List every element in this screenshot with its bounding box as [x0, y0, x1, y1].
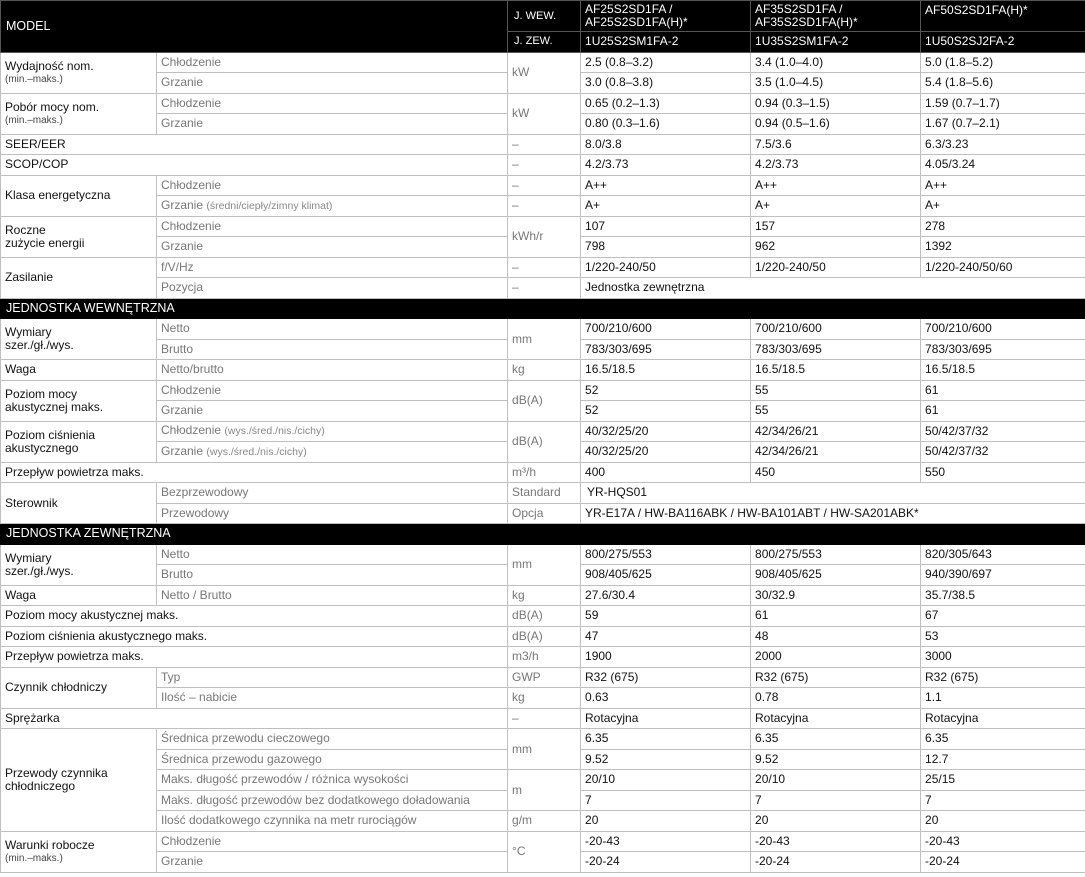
value-cell: 278 — [921, 216, 1085, 237]
value-cell: 700/210/600 — [751, 319, 921, 340]
section-header-row — [1, 524, 1085, 545]
value-cell: 9.52 — [751, 749, 921, 770]
indoor-unit-label: J. WEW. — [508, 1, 581, 32]
row-sub-label: f/V/Hz — [157, 257, 508, 278]
value-cell: 6.3/3.23 — [921, 134, 1085, 155]
indoor-model-2: AF35S2SD1FA / AF35S2SD1FA(H)* — [751, 1, 921, 32]
unit-cell: mm — [508, 729, 581, 770]
row-sub-label: Ilość dodatkowego czynnika na metr rurociągów — [157, 811, 508, 832]
value-cell: 55 — [751, 380, 921, 401]
value-cell: 820/305/643 — [921, 544, 1085, 565]
value-cell: 908/405/625 — [751, 565, 921, 586]
row-sub-label: Bezprzewodowy — [157, 483, 508, 504]
unit-cell: dB(A) — [508, 421, 581, 462]
row-sub-label: Grzanie (wys./śred./nis./cichy) — [157, 442, 508, 463]
row-sub-label: Netto/brutto — [157, 360, 508, 381]
value-cell: 27.6/30.4 — [581, 585, 751, 606]
value-cell: 962 — [751, 237, 921, 258]
row-group-label: Zasilanie — [1, 257, 157, 298]
table-row — [1, 380, 1085, 401]
value-cell: 61 — [751, 606, 921, 627]
value-cell: 0.80 (0.3–1.6) — [581, 114, 751, 135]
value-cell: 783/303/695 — [581, 339, 751, 360]
value-cell: 1.59 (0.7–1.7) — [921, 93, 1085, 114]
value-cell: 5.0 (1.8–5.2) — [921, 52, 1085, 73]
unit-cell: dB(A) — [508, 380, 581, 421]
table-row — [1, 831, 1085, 852]
unit-cell: °C — [508, 831, 581, 872]
table-row — [1, 667, 1085, 688]
value-cell: -20-24 — [581, 852, 751, 873]
value-cell: 798 — [581, 237, 751, 258]
table-row — [1, 134, 1085, 155]
value-cell: 40/32/25/20 — [581, 421, 751, 442]
value-cell: 42/34/26/21 — [751, 442, 921, 463]
outdoor-model-2: 1U35S2SM1FA-2 — [751, 32, 921, 53]
value-cell: 1/220-240/50/60 — [921, 257, 1085, 278]
row-group-label: Pobór mocy nom. (min.–maks.) — [1, 93, 157, 134]
indoor-model-3: AF50S2SD1FA(H)* — [921, 1, 1085, 32]
row-sub-label: Grzanie — [157, 114, 508, 135]
value-cell: A+ — [751, 196, 921, 217]
table-row — [1, 811, 1085, 832]
value-cell: YR-HQS01 — [581, 483, 1085, 504]
value-cell: 6.35 — [581, 729, 751, 750]
unit-cell: GWP — [508, 667, 581, 688]
row-label: Poziom mocy akustycznej maks. — [1, 606, 508, 627]
row-sub-label: Chłodzenie — [157, 380, 508, 401]
value-cell: 4.2/3.73 — [751, 155, 921, 176]
value-cell: -20-24 — [751, 852, 921, 873]
value-cell: 6.35 — [751, 729, 921, 750]
table-row — [1, 196, 1085, 217]
unit-cell: kg — [508, 585, 581, 606]
table-row — [1, 52, 1085, 73]
value-cell: Rotacyjna — [581, 708, 751, 729]
unit-cell: – — [508, 708, 581, 729]
unit-cell: – — [508, 134, 581, 155]
value-cell: 783/303/695 — [921, 339, 1085, 360]
row-label: Poziom ciśnienia akustycznego maks. — [1, 626, 508, 647]
value-cell: A+ — [921, 196, 1085, 217]
value-cell: 55 — [751, 401, 921, 422]
row-sub-label: Maks. długość przewodów / różnica wysokości — [157, 770, 508, 791]
value-cell: 5.4 (1.8–5.6) — [921, 73, 1085, 94]
row-group-label: Sterownik — [1, 483, 157, 524]
section-header-outdoor: JEDNOSTKA ZEWNĘTRZNA — [1, 524, 1085, 545]
outdoor-model-1: 1U25S2SM1FA-2 — [581, 32, 751, 53]
value-cell: 783/303/695 — [751, 339, 921, 360]
value-cell: 16.5/18.5 — [751, 360, 921, 381]
unit-cell: – — [508, 257, 581, 278]
outdoor-unit-label: J. ZEW. — [508, 32, 581, 53]
table-row — [1, 688, 1085, 709]
value-cell: 550 — [921, 462, 1085, 483]
table-row — [1, 319, 1085, 340]
value-cell: 47 — [581, 626, 751, 647]
row-group-label: Klasa energetyczna — [1, 175, 157, 216]
unit-cell: – — [508, 278, 581, 299]
value-cell: 1/220-240/50 — [751, 257, 921, 278]
value-cell: 20/10 — [751, 770, 921, 791]
value-cell: 48 — [751, 626, 921, 647]
row-sub-label: Grzanie — [157, 73, 508, 94]
value-cell: Rotacyjna — [751, 708, 921, 729]
value-cell: 908/405/625 — [581, 565, 751, 586]
row-group-label: Wymiary szer./gł./wys. — [1, 319, 157, 360]
row-sub-label: Chłodzenie (wys./śred./nis./cichy) — [157, 421, 508, 442]
value-cell: A++ — [581, 175, 751, 196]
unit-cell: – — [508, 175, 581, 196]
row-sub-label: Chłodzenie — [157, 216, 508, 237]
row-sub-label: Grzanie — [157, 237, 508, 258]
value-cell: 1.1 — [921, 688, 1085, 709]
row-group-label: Roczne zużycie energii — [1, 216, 157, 257]
row-sub-label: Grzanie — [157, 852, 508, 873]
row-label: SEER/EER — [1, 134, 508, 155]
value-cell: 0.63 — [581, 688, 751, 709]
row-group-label: Poziom mocy akustycznej maks. — [1, 380, 157, 421]
table-row — [1, 585, 1085, 606]
row-group-label: Wydajność nom. (min.–maks.) — [1, 52, 157, 93]
row-group-label: Wymiary szer./gł./wys. — [1, 544, 157, 585]
row-sub-label: Przewodowy — [157, 503, 508, 524]
value-cell: 0.78 — [751, 688, 921, 709]
table-row — [1, 483, 1085, 504]
value-cell: 20 — [751, 811, 921, 832]
value-cell: A++ — [751, 175, 921, 196]
value-cell: Jednostka zewnętrzna — [581, 278, 1085, 299]
value-cell: 450 — [751, 462, 921, 483]
table-row — [1, 155, 1085, 176]
unit-cell: Opcja — [508, 503, 581, 524]
row-group-label: Warunki robocze (min.–maks.) — [1, 831, 157, 872]
value-cell: 59 — [581, 606, 751, 627]
value-cell: 6.35 — [921, 729, 1085, 750]
value-cell: 1900 — [581, 647, 751, 668]
table-row — [1, 462, 1085, 483]
model-header: MODEL — [1, 1, 508, 53]
section-header-indoor: JEDNOSTKA WEWNĘTRZNA — [1, 298, 1085, 319]
value-cell: 67 — [921, 606, 1085, 627]
value-cell: 16.5/18.5 — [581, 360, 751, 381]
value-cell: 700/210/600 — [581, 319, 751, 340]
value-cell: YR-E17A / HW-BA116ABK / HW-BA101ABT / HW-SA201ABK* — [581, 503, 1085, 524]
row-sub-label: Typ — [157, 667, 508, 688]
table-row — [1, 770, 1085, 791]
row-sub-label: Chłodzenie — [157, 93, 508, 114]
row-sub-label: Netto — [157, 319, 508, 340]
value-cell: 7.5/3.6 — [751, 134, 921, 155]
unit-cell: m3/h — [508, 647, 581, 668]
value-cell: 12.7 — [921, 749, 1085, 770]
row-sub-label: Netto — [157, 544, 508, 565]
row-sub-label: Maks. długość przewodów bez dodatkowego doładowania — [157, 790, 508, 811]
value-cell: 7 — [751, 790, 921, 811]
value-cell: 40/32/25/20 — [581, 442, 751, 463]
value-cell: Rotacyjna — [921, 708, 1085, 729]
value-cell: 7 — [921, 790, 1085, 811]
value-cell: 20 — [921, 811, 1085, 832]
value-cell: 35.7/38.5 — [921, 585, 1085, 606]
unit-cell: dB(A) — [508, 626, 581, 647]
row-label: Waga — [1, 585, 157, 606]
value-cell: 0.65 (0.2–1.3) — [581, 93, 751, 114]
table-row — [1, 647, 1085, 668]
row-group-label: Czynnik chłodniczy — [1, 667, 157, 708]
value-cell: 800/275/553 — [751, 544, 921, 565]
section-header-row — [1, 298, 1085, 319]
value-cell: 3.0 (0.8–3.8) — [581, 73, 751, 94]
value-cell: 61 — [921, 401, 1085, 422]
value-cell: 3000 — [921, 647, 1085, 668]
unit-cell: kW — [508, 52, 581, 93]
row-sub-label: Grzanie (średni/ciepły/zimny klimat) — [157, 196, 508, 217]
value-cell: A++ — [921, 175, 1085, 196]
table-row — [1, 278, 1085, 299]
value-cell: 61 — [921, 380, 1085, 401]
row-sub-label: Chłodzenie — [157, 831, 508, 852]
table-row — [1, 93, 1085, 114]
value-cell: 800/275/553 — [581, 544, 751, 565]
row-label: Przepływ powietrza maks. — [1, 647, 508, 668]
unit-cell: dB(A) — [508, 606, 581, 627]
table-row — [1, 544, 1085, 565]
row-sub-label: Netto / Brutto — [157, 585, 508, 606]
row-label: Waga — [1, 360, 157, 381]
table-row — [1, 360, 1085, 381]
value-cell: R32 (675) — [581, 667, 751, 688]
value-cell: 4.05/3.24 — [921, 155, 1085, 176]
value-cell: 2.5 (0.8–3.2) — [581, 52, 751, 73]
row-sub-label: Brutto — [157, 565, 508, 586]
row-group-label: Przewody czynnika chłodniczego — [1, 729, 157, 832]
table-row — [1, 503, 1085, 524]
outdoor-model-3: 1U50S2SJ2FA-2 — [921, 32, 1085, 53]
value-cell: 9.52 — [581, 749, 751, 770]
value-cell: -20-24 — [921, 852, 1085, 873]
value-cell: 1.67 (0.7–2.1) — [921, 114, 1085, 135]
value-cell: 16.5/18.5 — [921, 360, 1085, 381]
table-row — [1, 708, 1085, 729]
table-row — [1, 626, 1085, 647]
value-cell: 107 — [581, 216, 751, 237]
unit-cell: g/m — [508, 811, 581, 832]
value-cell: 4.2/3.73 — [581, 155, 751, 176]
value-cell: 3.4 (1.0–4.0) — [751, 52, 921, 73]
unit-cell: kg — [508, 360, 581, 381]
row-sub-label: Pozycja — [157, 278, 508, 299]
value-cell: 2000 — [751, 647, 921, 668]
table-row — [1, 257, 1085, 278]
value-cell: 50/42/37/32 — [921, 442, 1085, 463]
unit-cell: kW — [508, 93, 581, 134]
value-cell: -20-43 — [751, 831, 921, 852]
unit-cell: – — [508, 155, 581, 176]
table-row — [1, 216, 1085, 237]
row-label: SCOP/COP — [1, 155, 508, 176]
unit-cell: – — [508, 196, 581, 217]
value-cell: 700/210/600 — [921, 319, 1085, 340]
value-cell: 1/220-240/50 — [581, 257, 751, 278]
table-row — [1, 421, 1085, 442]
value-cell: R32 (675) — [751, 667, 921, 688]
value-cell: 25/15 — [921, 770, 1085, 791]
table-row — [1, 606, 1085, 627]
row-group-label: Poziom ciśnienia akustycznego — [1, 421, 157, 462]
unit-cell: kg — [508, 688, 581, 709]
row-label: Sprężarka — [1, 708, 508, 729]
value-cell: 20 — [581, 811, 751, 832]
indoor-model-1: AF25S2SD1FA / AF25S2SD1FA(H)* — [581, 1, 751, 32]
value-cell: 52 — [581, 380, 751, 401]
value-cell: 0.94 (0.5–1.6) — [751, 114, 921, 135]
value-cell: 53 — [921, 626, 1085, 647]
unit-cell: mm — [508, 319, 581, 360]
value-cell: 940/390/697 — [921, 565, 1085, 586]
row-sub-label: Średnica przewodu cieczowego — [157, 729, 508, 750]
unit-cell: m³/h — [508, 462, 581, 483]
value-cell: 30/32.9 — [751, 585, 921, 606]
value-cell: 42/34/26/21 — [751, 421, 921, 442]
value-cell: 50/42/37/32 — [921, 421, 1085, 442]
row-sub-label: Grzanie — [157, 401, 508, 422]
value-cell: 0.94 (0.3–1.5) — [751, 93, 921, 114]
row-sub-label: Średnica przewodu gazowego — [157, 749, 508, 770]
header-row-indoor — [1, 1, 1085, 32]
value-cell: 1392 — [921, 237, 1085, 258]
row-sub-label: Chłodzenie — [157, 52, 508, 73]
value-cell: 3.5 (1.0–4.5) — [751, 73, 921, 94]
row-sub-label: Brutto — [157, 339, 508, 360]
value-cell: -20-43 — [921, 831, 1085, 852]
table-row — [1, 175, 1085, 196]
value-cell: -20-43 — [581, 831, 751, 852]
value-cell: R32 (675) — [921, 667, 1085, 688]
value-cell: 7 — [581, 790, 751, 811]
row-sub-label: Chłodzenie — [157, 175, 508, 196]
value-cell: A+ — [581, 196, 751, 217]
value-cell: 52 — [581, 401, 751, 422]
row-label: Przepływ powietrza maks. — [1, 462, 508, 483]
value-cell: 8.0/3.8 — [581, 134, 751, 155]
unit-cell: m — [508, 770, 581, 811]
unit-cell: Standard — [508, 483, 581, 504]
value-cell: 20/10 — [581, 770, 751, 791]
row-sub-label: Ilość – nabicie — [157, 688, 508, 709]
value-cell: 157 — [751, 216, 921, 237]
table-row — [1, 729, 1085, 750]
value-cell: 400 — [581, 462, 751, 483]
unit-cell: mm — [508, 544, 581, 585]
unit-cell: kWh/r — [508, 216, 581, 257]
